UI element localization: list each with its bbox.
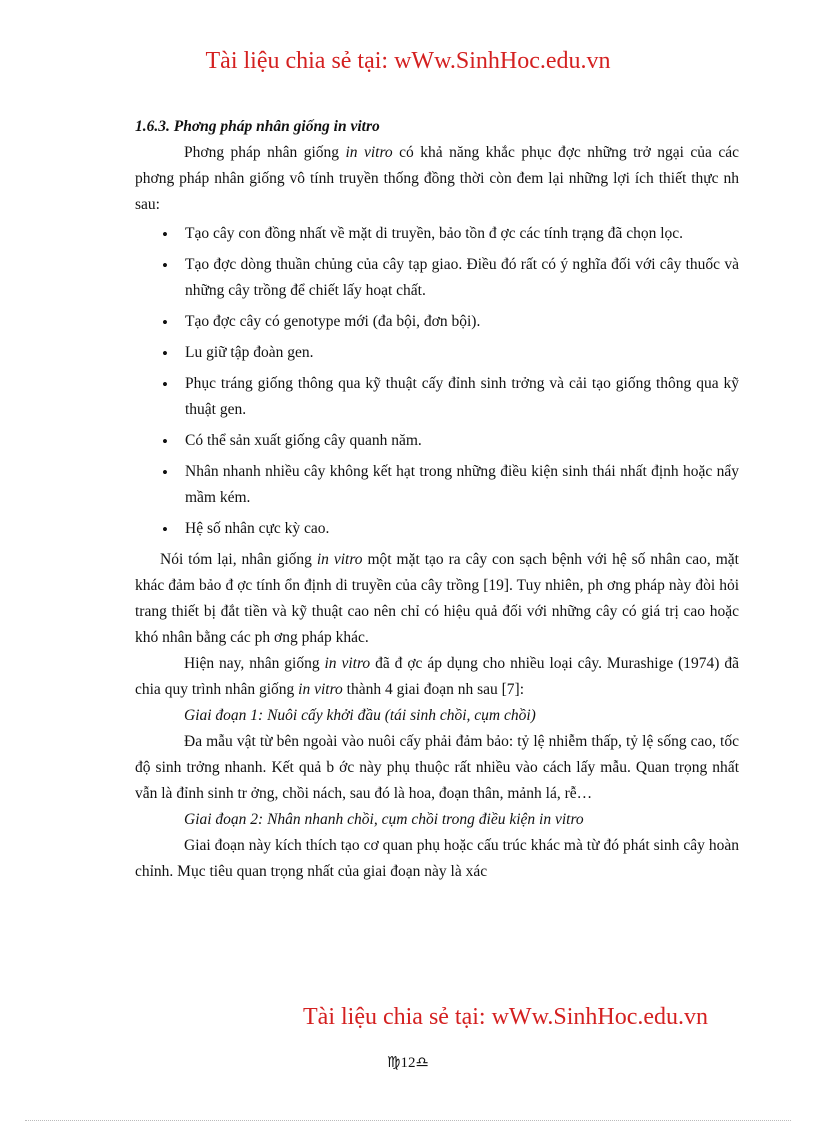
current-in-vitro: in vitro [324, 655, 371, 672]
bullet-icon: • [162, 256, 168, 275]
bullet-icon: • [162, 225, 168, 244]
page-bottom-divider [25, 1120, 791, 1121]
current-in-vitro-2: in vitro [298, 681, 343, 698]
libra-symbol-icon: ♎ [415, 1053, 429, 1071]
page-number [0, 1053, 816, 1072]
intro-text-rest: có khả năng khắc phục đợc những trở ngại của các phơng pháp nhân giống vô tính truyền thống đồng thời còn đem lại những lợi ích thiết thực nh sau: [135, 144, 739, 213]
list-item-text: Phục tráng giống thông qua kỹ thuật cấy đỉnh sinh trởng và cải tạo giống thông qua kỹ thuật gen. [185, 375, 739, 418]
current-text-mid: đã đ ợc áp dụng cho nhiều loại cây. Murashige (1974) đã chia quy trình nhân giống [135, 655, 739, 698]
list-item-text: Tạo cây con đồng nhất về mặt di truyền, bảo tồn đ ợc các tính trạng đã chọn lọc. [185, 225, 684, 242]
current-paragraph [135, 651, 739, 703]
intro-in-vitro: in vitro [345, 144, 393, 161]
summary-in-vitro: in vitro [316, 551, 363, 568]
summary-text-rest: một mặt tạo ra cây con sạch bệnh với hệ số nhân cao, mặt khác đảm bảo đ ợc tính ổn định di truyền của cây trồng [19]. Tuy nhiên, ph ơng pháp này đòi hỏi trang thiết bị đắt tiền và kỹ thuật cao nên chỉ có hiệu quả đối với những cây có giá trị cao hoặc khó nhân bằng các ph ơng pháp khác. [135, 551, 739, 646]
list-item [135, 459, 739, 511]
document-body [135, 114, 739, 885]
list-item-text: Lu giữ tập đoàn gen. [185, 344, 314, 361]
bullet-icon: • [162, 375, 168, 394]
stage2-paragraph: Giai đoạn này kích thích tạo cơ quan phụ hoặc cấu trúc khác mà từ đó phát sinh cây hoàn chỉnh. Mục tiêu quan trọng nhất của giai đoạn này là xác [135, 837, 739, 880]
list-item [135, 340, 739, 366]
virgo-symbol-icon: ♍ [387, 1053, 401, 1071]
bullet-icon: • [162, 344, 168, 363]
benefit-list [135, 221, 739, 542]
list-item [135, 252, 739, 304]
list-item [135, 221, 739, 247]
list-item-text: Tạo đợc cây có genotype mới (đa bội, đơn bội). [185, 313, 481, 330]
header-watermark: Tài liệu chia sẻ tại: wWw.SinhHoc.edu.vn [205, 48, 611, 74]
footer-watermark: Tài liệu chia sẻ tại: wWw.SinhHoc.edu.vn [303, 1004, 708, 1030]
list-item-text: Hệ số nhân cực kỳ cao. [185, 520, 330, 537]
current-text-rest: thành 4 giai đoạn nh sau [7]: [342, 681, 525, 698]
bullet-icon: • [162, 313, 168, 332]
summary-paragraph [135, 547, 739, 651]
bullet-icon: • [162, 432, 168, 451]
intro-text: Phơng pháp nhân giống [184, 144, 346, 161]
list-item [135, 371, 739, 423]
bullet-icon: • [162, 463, 168, 482]
list-item-text: Tạo đợc dòng thuần chủng của cây tạp giao. Điều đó rất có ý nghĩa đối với cây thuốc và những cây trồng để chiết lấy hoạt chất. [185, 256, 739, 299]
page-number-text: 12 [400, 1055, 416, 1071]
stage2-title: Giai đoạn 2: Nhân nhanh chồi, cụm chồi trong điều kiện in vitro [184, 811, 584, 828]
stage1-title: Giai đoạn 1: Nuôi cấy khởi đầu (tái sinh chồi, cụm chồi) [184, 707, 536, 724]
list-item [135, 309, 739, 335]
list-item [135, 428, 739, 454]
list-item-text: Có thể sản xuất giống cây quanh năm. [185, 432, 422, 449]
list-item-text: Nhân nhanh nhiều cây không kết hạt trong những điều kiện sinh thái nhất định hoặc nẩy mầm kém. [185, 463, 739, 506]
current-text: Hiện nay, nhân giống [184, 655, 325, 672]
intro-paragraph [135, 140, 739, 218]
stage1-paragraph: Đa mẫu vật từ bên ngoài vào nuôi cấy phải đảm bảo: tỷ lệ nhiễm thấp, tỷ lệ sống cao, tốc độ sinh trởng nhanh. Kết quả b ớc này phụ thuộc rất nhiều vào cách lấy mẫu. Quan trọng nhất vẫn là đỉnh sinh tr ởng, chồi nách, sau đó là hoa, đoạn thân, mảnh lá, rễ… [135, 733, 739, 802]
bullet-icon: • [162, 520, 168, 539]
summary-text: Nói tóm lại, nhân giống [160, 551, 317, 568]
section-heading: 1.6.3. Phơng pháp nhân giống in vitro [135, 118, 380, 135]
list-item [135, 516, 739, 542]
